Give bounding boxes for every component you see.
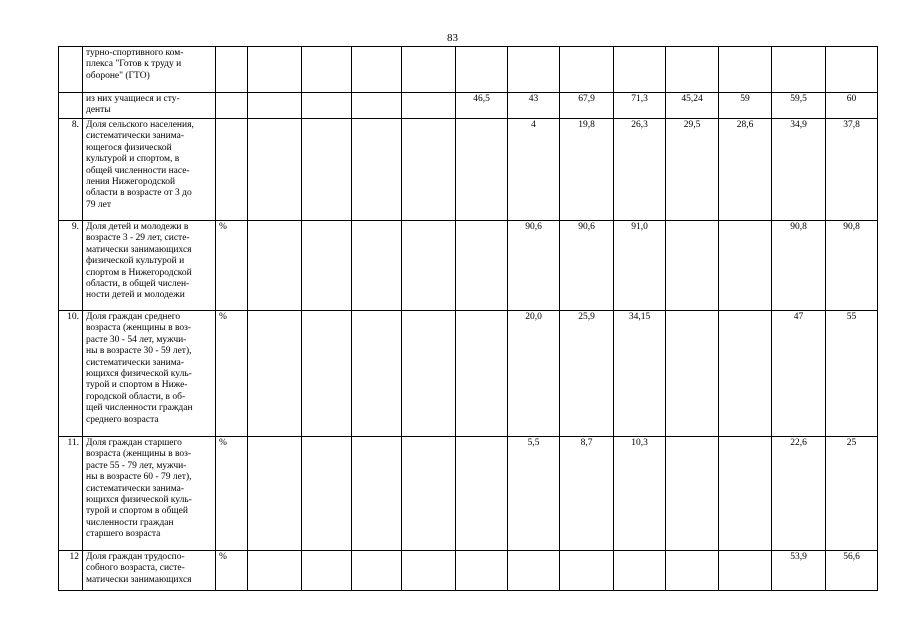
value-cell: 43 xyxy=(508,93,560,119)
value-cell: 90,8 xyxy=(772,221,826,311)
value-cell xyxy=(614,551,666,591)
value-cell xyxy=(402,119,456,221)
value-cell xyxy=(302,93,352,119)
row-number-cell: 8. xyxy=(59,119,83,221)
value-cell: 29,5 xyxy=(666,119,719,221)
value-cell: 55 xyxy=(826,311,878,437)
value-cell: 34,15 xyxy=(614,311,666,437)
value-cell: 91,0 xyxy=(614,221,666,311)
indicator-name-cell: турно-спортивного ком- плекса "Готов к труду и обороне" (ГТО) xyxy=(83,47,216,93)
value-cell xyxy=(456,437,508,551)
value-cell xyxy=(456,119,508,221)
value-cell: 90,6 xyxy=(508,221,560,311)
value-cell xyxy=(402,221,456,311)
value-cell xyxy=(248,551,302,591)
row-number-cell xyxy=(59,47,83,93)
value-cell xyxy=(352,551,402,591)
value-cell xyxy=(352,47,402,93)
value-cell: 90,8 xyxy=(826,221,878,311)
value-cell xyxy=(719,551,772,591)
page-number: 83 xyxy=(447,32,458,44)
value-cell xyxy=(302,47,352,93)
value-cell: 56,6 xyxy=(826,551,878,591)
value-cell: 5,5 xyxy=(508,437,560,551)
value-cell xyxy=(248,221,302,311)
value-cell xyxy=(666,311,719,437)
unit-cell xyxy=(216,93,248,119)
value-cell xyxy=(302,221,352,311)
value-cell: 60 xyxy=(826,93,878,119)
value-cell xyxy=(248,47,302,93)
value-cell xyxy=(508,47,560,93)
value-cell: 10,3 xyxy=(614,437,666,551)
value-cell xyxy=(666,551,719,591)
value-cell: 71,3 xyxy=(614,93,666,119)
value-cell xyxy=(402,47,456,93)
value-cell xyxy=(302,551,352,591)
value-cell xyxy=(352,437,402,551)
row-number-cell: 10. xyxy=(59,311,83,437)
value-cell xyxy=(248,311,302,437)
value-cell xyxy=(456,551,508,591)
row-number-cell: 11. xyxy=(59,437,83,551)
row-number-cell: 12 xyxy=(59,551,83,591)
value-cell xyxy=(719,311,772,437)
value-cell xyxy=(248,119,302,221)
indicator-name-cell: Доля сельского населения, систематически занима- ющегося физической культурой и спортом, в общей численности насе- ления Нижегородской области в возрасте от 3 до 79 лет xyxy=(83,119,216,221)
value-cell: 34,9 xyxy=(772,119,826,221)
value-cell xyxy=(772,47,826,93)
value-cell xyxy=(719,437,772,551)
value-cell xyxy=(352,311,402,437)
value-cell: 53,9 xyxy=(772,551,826,591)
value-cell xyxy=(402,437,456,551)
value-cell xyxy=(508,551,560,591)
value-cell xyxy=(302,119,352,221)
value-cell: 59 xyxy=(719,93,772,119)
value-cell: 46,5 xyxy=(456,93,508,119)
value-cell: 28,6 xyxy=(719,119,772,221)
indicator-name-cell: Доля граждан старшего возраста (женщины в воз- расте 55 - 79 лет, мужчи- ны в возрасте 60 - 79 лет), систематически занима- ющихся физической куль- турой и спортом в общей численности граждан старшего возраста xyxy=(83,437,216,551)
value-cell: 19,8 xyxy=(560,119,614,221)
value-cell xyxy=(456,311,508,437)
value-cell: 45,24 xyxy=(666,93,719,119)
unit-cell xyxy=(216,119,248,221)
value-cell xyxy=(248,93,302,119)
value-cell xyxy=(302,311,352,437)
value-cell: 59,5 xyxy=(772,93,826,119)
unit-cell: % xyxy=(216,221,248,311)
value-cell: 22,6 xyxy=(772,437,826,551)
table-row xyxy=(59,311,878,437)
indicator-name-cell: Доля граждан среднего возраста (женщины в воз- расте 30 - 54 лет, мужчи- ны в возрасте 30 - 59 лет), систематически занима- ющихся физической куль- турой и спортом в Ниже- городской области, в об- щей численности граждан среднего возраста xyxy=(83,311,216,437)
table-row xyxy=(59,119,878,221)
value-cell xyxy=(666,437,719,551)
value-cell: 25 xyxy=(826,437,878,551)
unit-cell xyxy=(216,47,248,93)
value-cell: 37,8 xyxy=(826,119,878,221)
value-cell xyxy=(352,119,402,221)
value-cell xyxy=(560,47,614,93)
value-cell: 67,9 xyxy=(560,93,614,119)
value-cell xyxy=(560,551,614,591)
table-row xyxy=(59,47,878,93)
value-cell: 25,9 xyxy=(560,311,614,437)
value-cell xyxy=(456,47,508,93)
table-row xyxy=(59,551,878,591)
value-cell xyxy=(666,221,719,311)
value-cell xyxy=(402,311,456,437)
table-row xyxy=(59,221,878,311)
unit-cell: % xyxy=(216,551,248,591)
indicators-table xyxy=(58,46,878,591)
value-cell xyxy=(352,221,402,311)
value-cell: 90,6 xyxy=(560,221,614,311)
table-row xyxy=(59,93,878,119)
unit-cell: % xyxy=(216,311,248,437)
indicator-name-cell: Доля детей и молодежи в возрасте 3 - 29 лет, систе- матически занимающихся физической культурой и спортом в Нижегородской области, в общей числен- ности детей и молодежи xyxy=(83,221,216,311)
value-cell: 26,3 xyxy=(614,119,666,221)
value-cell xyxy=(302,437,352,551)
value-cell xyxy=(614,47,666,93)
value-cell xyxy=(248,437,302,551)
unit-cell: % xyxy=(216,437,248,551)
value-cell: 4 xyxy=(508,119,560,221)
value-cell xyxy=(719,47,772,93)
row-number-cell xyxy=(59,93,83,119)
table-row xyxy=(59,437,878,551)
value-cell: 8,7 xyxy=(560,437,614,551)
indicator-name-cell: Доля граждан трудоспо- собного возраста, систе- матически занимающихся xyxy=(83,551,216,591)
value-cell xyxy=(402,93,456,119)
value-cell: 20,0 xyxy=(508,311,560,437)
value-cell xyxy=(456,221,508,311)
row-number-cell: 9. xyxy=(59,221,83,311)
value-cell xyxy=(719,221,772,311)
value-cell xyxy=(826,47,878,93)
value-cell: 47 xyxy=(772,311,826,437)
value-cell xyxy=(402,551,456,591)
value-cell xyxy=(666,47,719,93)
value-cell xyxy=(352,93,402,119)
indicator-name-cell: из них учащиеся и сту- денты xyxy=(83,93,216,119)
